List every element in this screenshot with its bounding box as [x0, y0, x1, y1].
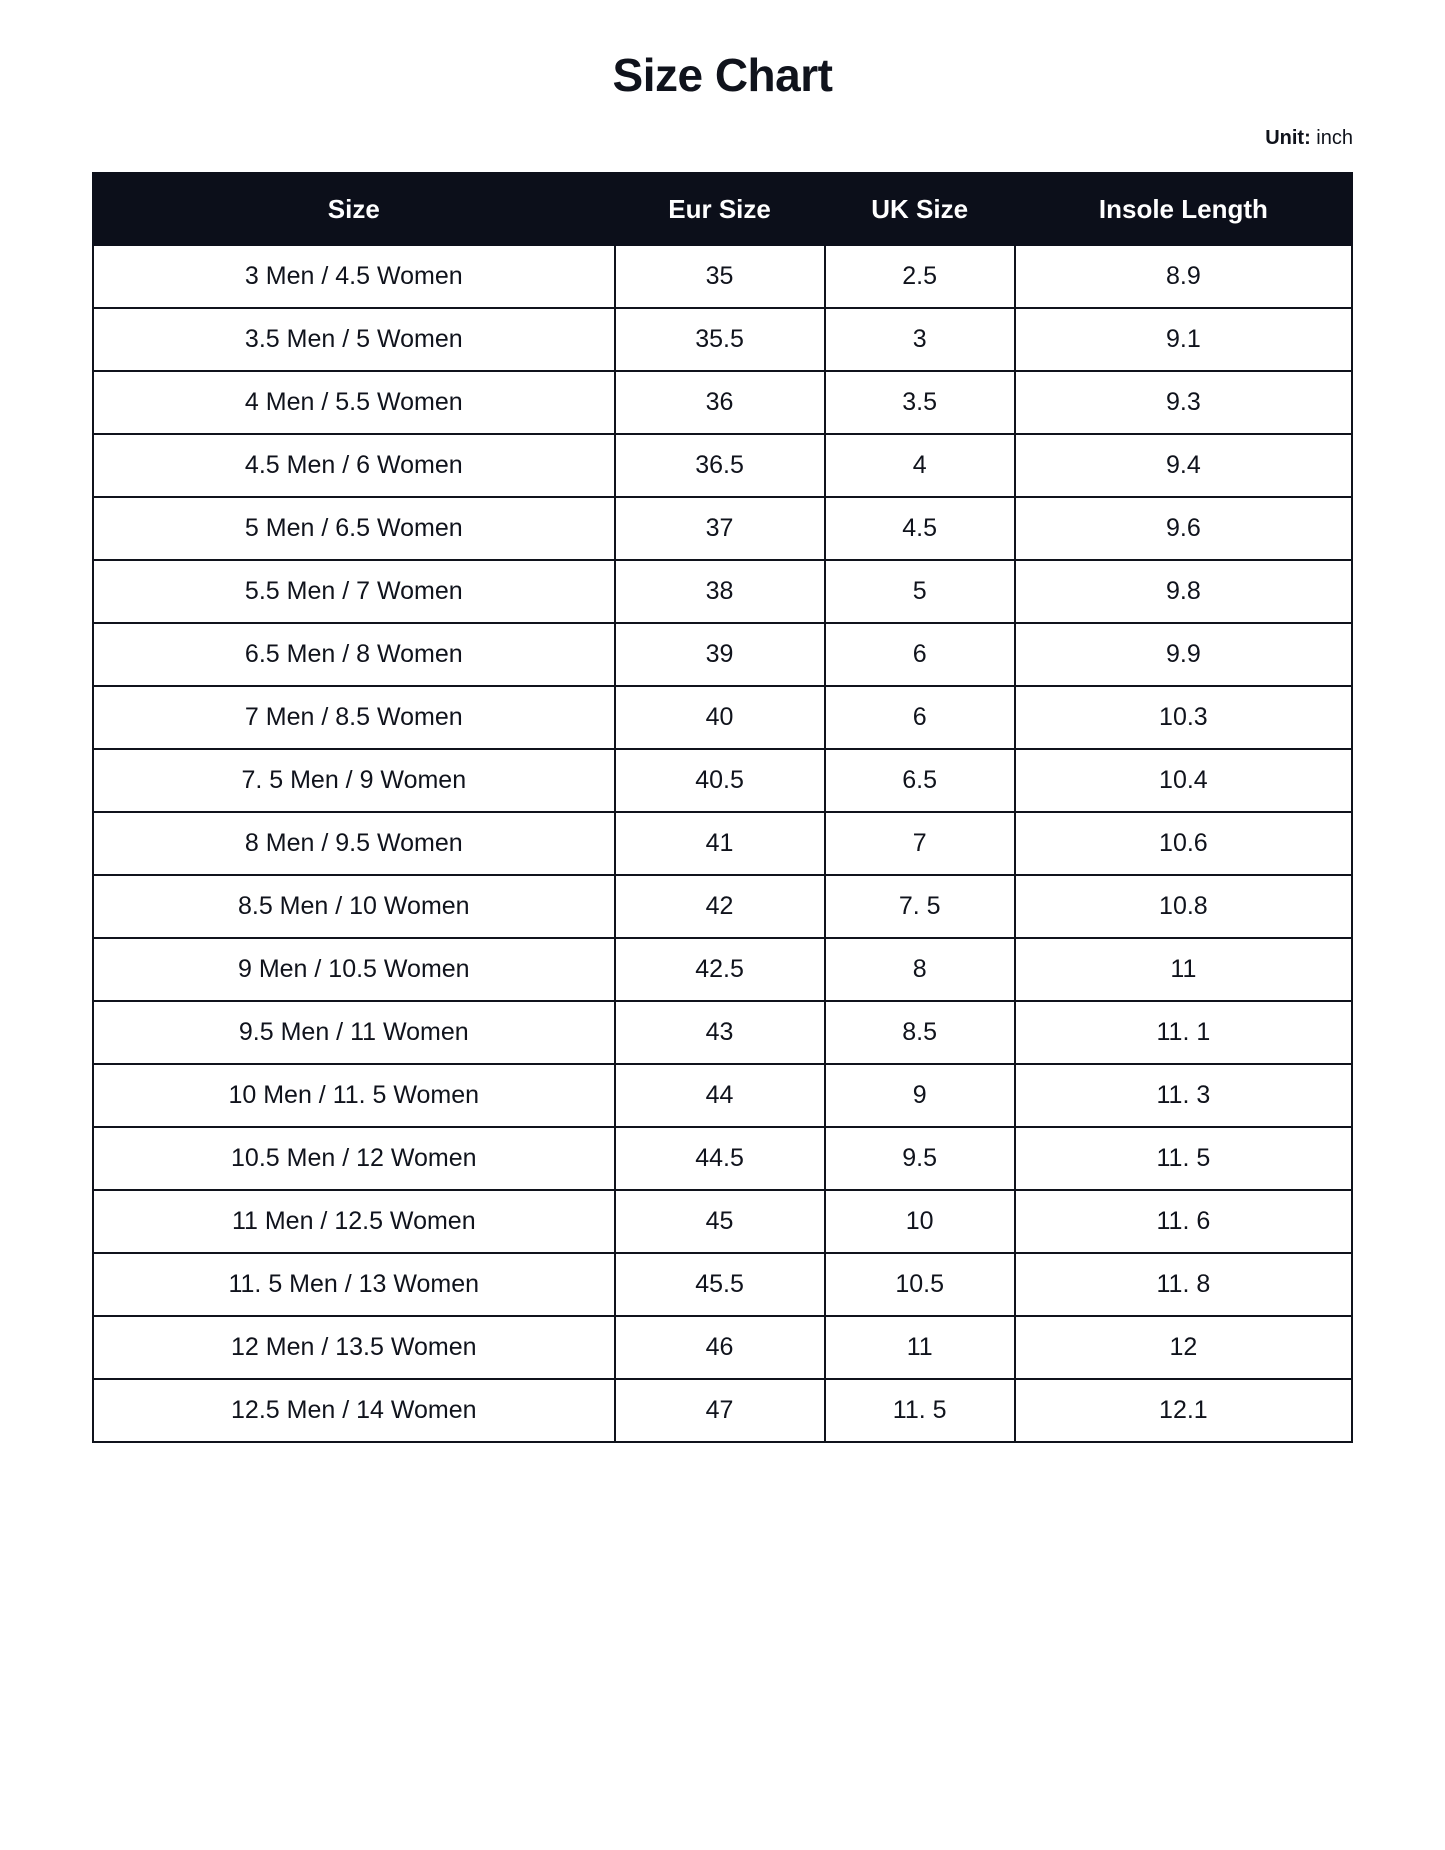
- table-cell: 6: [825, 686, 1015, 749]
- table-cell: 6.5: [825, 749, 1015, 812]
- table-row: [93, 623, 1352, 686]
- table-cell: 11. 5: [1015, 1127, 1352, 1190]
- table-cell: 8.5 Men / 10 Women: [93, 875, 615, 938]
- page-title: Size Chart: [612, 49, 833, 101]
- table-cell: 5: [825, 560, 1015, 623]
- table-cell: 3.5: [825, 371, 1015, 434]
- table-cell: 4: [825, 434, 1015, 497]
- table-cell: 36.5: [615, 434, 825, 497]
- table-cell: 11: [825, 1316, 1015, 1379]
- table-cell: 9.1: [1015, 308, 1352, 371]
- table-cell: 46: [615, 1316, 825, 1379]
- table-row: [93, 1379, 1352, 1442]
- table-cell: 40.5: [615, 749, 825, 812]
- table-cell: 9.3: [1015, 371, 1352, 434]
- table-cell: 12.1: [1015, 1379, 1352, 1442]
- table-cell: 8: [825, 938, 1015, 1001]
- table-cell: 10.8: [1015, 875, 1352, 938]
- size-table: [92, 172, 1353, 1443]
- table-cell: 44.5: [615, 1127, 825, 1190]
- table-row: [93, 749, 1352, 812]
- table-cell: 9.9: [1015, 623, 1352, 686]
- table-cell: 8 Men / 9.5 Women: [93, 812, 615, 875]
- table-row: [93, 308, 1352, 371]
- table-header-row: [93, 173, 1352, 245]
- table-row: [93, 1001, 1352, 1064]
- table-row: [93, 497, 1352, 560]
- table-cell: 5 Men / 6.5 Women: [93, 497, 615, 560]
- table-cell: 3 Men / 4.5 Women: [93, 245, 615, 308]
- table-cell: 7 Men / 8.5 Women: [93, 686, 615, 749]
- column-header-uk-size: UK Size: [825, 173, 1015, 245]
- table-header: [93, 173, 1352, 245]
- table-row: [93, 434, 1352, 497]
- table-cell: 8.9: [1015, 245, 1352, 308]
- unit-note: [0, 102, 1445, 150]
- table-cell: 11. 5 Men / 13 Women: [93, 1253, 615, 1316]
- table-cell: 9.4: [1015, 434, 1352, 497]
- table-cell: 11. 5: [825, 1379, 1015, 1442]
- table-cell: 12.5 Men / 14 Women: [93, 1379, 615, 1442]
- table-cell: 7. 5 Men / 9 Women: [93, 749, 615, 812]
- size-table-container: [92, 172, 1353, 1443]
- table-cell: 8.5: [825, 1001, 1015, 1064]
- table-row: [93, 1316, 1352, 1379]
- table-cell: 10.5: [825, 1253, 1015, 1316]
- table-cell: 2.5: [825, 245, 1015, 308]
- table-cell: 11: [1015, 938, 1352, 1001]
- table-row: [93, 560, 1352, 623]
- table-cell: 45: [615, 1190, 825, 1253]
- table-cell: 12: [1015, 1316, 1352, 1379]
- table-row: [93, 371, 1352, 434]
- table-cell: 35.5: [615, 308, 825, 371]
- table-cell: 9 Men / 10.5 Women: [93, 938, 615, 1001]
- table-cell: 11. 3: [1015, 1064, 1352, 1127]
- table-row: [93, 812, 1352, 875]
- table-cell: 11. 1: [1015, 1001, 1352, 1064]
- table-cell: 4 Men / 5.5 Women: [93, 371, 615, 434]
- table-row: [93, 1127, 1352, 1190]
- table-cell: 7. 5: [825, 875, 1015, 938]
- table-row: [93, 875, 1352, 938]
- table-cell: 9.6: [1015, 497, 1352, 560]
- table-cell: 6: [825, 623, 1015, 686]
- table-cell: 10.3: [1015, 686, 1352, 749]
- table-cell: 35: [615, 245, 825, 308]
- table-cell: 9.5 Men / 11 Women: [93, 1001, 615, 1064]
- table-cell: 37: [615, 497, 825, 560]
- table-cell: 10.4: [1015, 749, 1352, 812]
- table-cell: 41: [615, 812, 825, 875]
- table-cell: 3: [825, 308, 1015, 371]
- table-cell: 11 Men / 12.5 Women: [93, 1190, 615, 1253]
- unit-label: Unit:: [1265, 127, 1311, 149]
- table-row: [93, 245, 1352, 308]
- column-header-insole-length: Insole Length: [1015, 173, 1352, 245]
- table-cell: 10 Men / 11. 5 Women: [93, 1064, 615, 1127]
- table-cell: 9: [825, 1064, 1015, 1127]
- table-cell: 11. 8: [1015, 1253, 1352, 1316]
- table-cell: 39: [615, 623, 825, 686]
- table-cell: 10.6: [1015, 812, 1352, 875]
- unit-value: inch: [1316, 127, 1353, 149]
- table-row: [93, 1253, 1352, 1316]
- table-cell: 4.5 Men / 6 Women: [93, 434, 615, 497]
- table-cell: 45.5: [615, 1253, 825, 1316]
- table-cell: 10.5 Men / 12 Women: [93, 1127, 615, 1190]
- table-cell: 40: [615, 686, 825, 749]
- column-header-eur-size: Eur Size: [615, 173, 825, 245]
- table-cell: 10: [825, 1190, 1015, 1253]
- table-cell: 11. 6: [1015, 1190, 1352, 1253]
- table-cell: 42: [615, 875, 825, 938]
- table-row: [93, 1190, 1352, 1253]
- table-cell: 47: [615, 1379, 825, 1442]
- table-cell: 9.5: [825, 1127, 1015, 1190]
- table-cell: 42.5: [615, 938, 825, 1001]
- table-cell: 6.5 Men / 8 Women: [93, 623, 615, 686]
- table-cell: 4.5: [825, 497, 1015, 560]
- table-row: [93, 938, 1352, 1001]
- table-body: [93, 245, 1352, 1442]
- table-cell: 3.5 Men / 5 Women: [93, 308, 615, 371]
- table-cell: 5.5 Men / 7 Women: [93, 560, 615, 623]
- column-header-size: Size: [93, 173, 615, 245]
- table-row: [93, 1064, 1352, 1127]
- table-row: [93, 686, 1352, 749]
- table-cell: 38: [615, 560, 825, 623]
- table-cell: 43: [615, 1001, 825, 1064]
- table-cell: 9.8: [1015, 560, 1352, 623]
- table-cell: 44: [615, 1064, 825, 1127]
- table-cell: 12 Men / 13.5 Women: [93, 1316, 615, 1379]
- table-cell: 7: [825, 812, 1015, 875]
- table-cell: 36: [615, 371, 825, 434]
